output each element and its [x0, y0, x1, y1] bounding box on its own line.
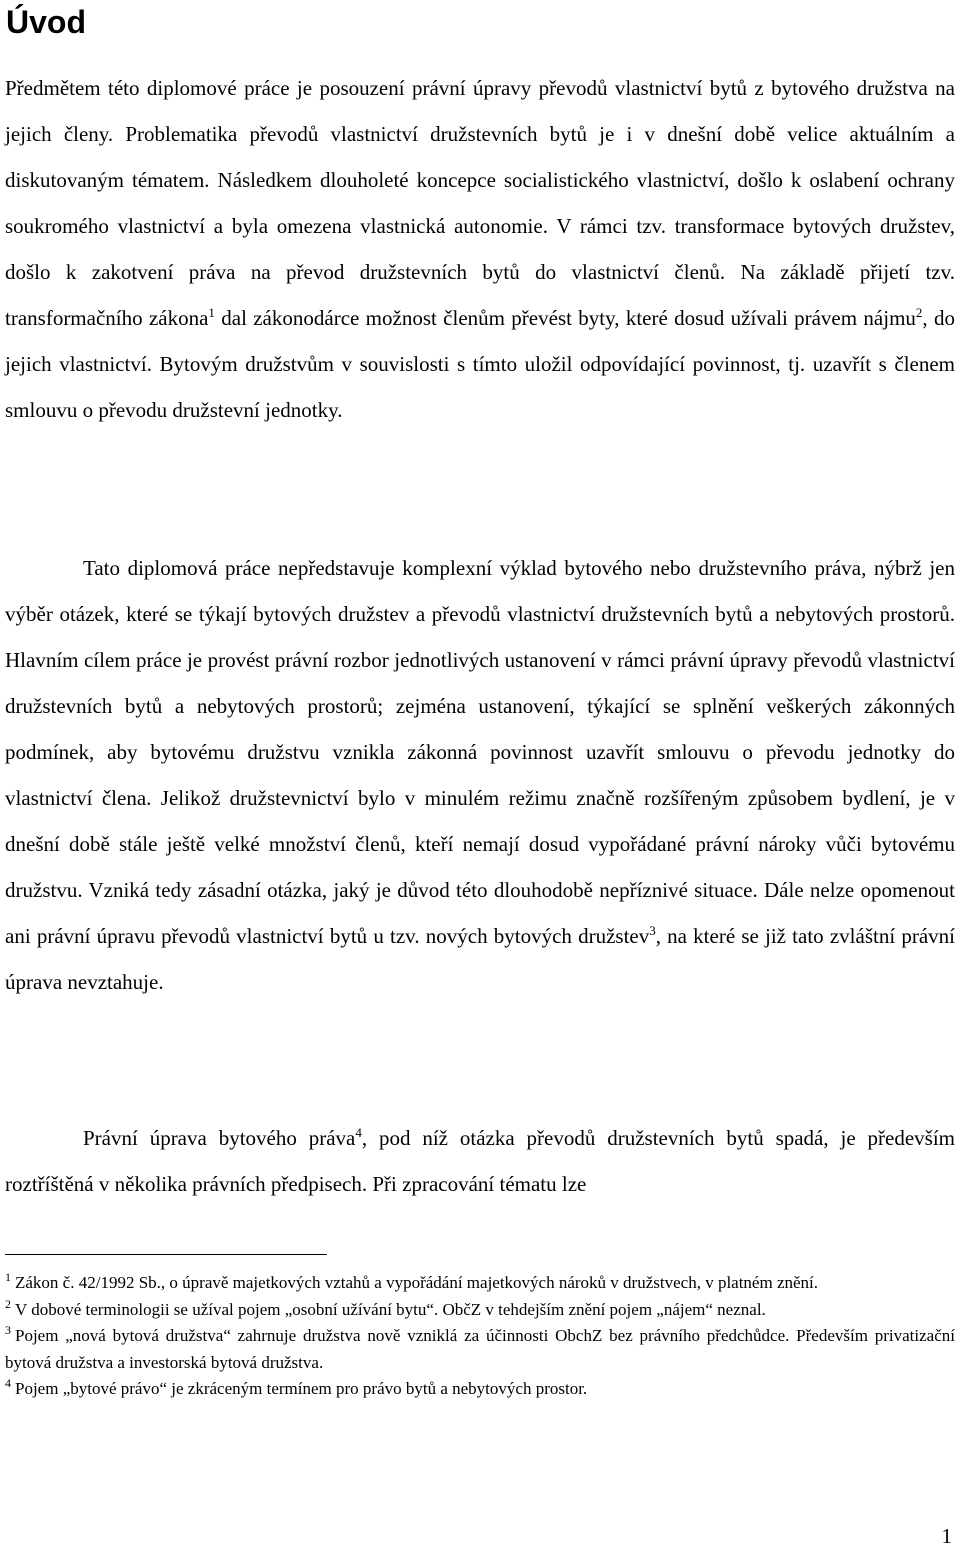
footnote-separator — [5, 1254, 327, 1255]
footnote-text: Zákon č. 42/1992 Sb., o úpravě majetkových vztahů a vypořádání majetkových nároků v družstvech, v platném znění. — [15, 1273, 819, 1292]
footnote-number: 2 — [5, 1296, 11, 1311]
paragraph-aim — [5, 545, 955, 1005]
footnote-number: 1 — [5, 1270, 11, 1285]
footnote-ref-4[interactable]: 4 — [355, 1125, 362, 1140]
footnote-2 — [5, 1297, 955, 1324]
footnote-text: Pojem „nová bytová družstva“ zahrnuje družstva nově vzniklá za účinnosti ObchZ bez právního předchůdce. Především privatizační bytová družstva a investorská bytová družstva. — [5, 1326, 955, 1372]
footnote-4 — [5, 1376, 955, 1403]
paragraph-text: , na které se již tato zvláštní právní úprava nevztahuje. — [5, 924, 955, 994]
footnote-1 — [5, 1270, 955, 1297]
footnotes — [5, 1270, 955, 1403]
paragraph-intro — [5, 65, 955, 433]
page-number: 1 — [941, 1524, 952, 1548]
paragraph-text: Právní úprava bytového práva — [83, 1126, 356, 1150]
footnote-text: Pojem „bytové právo“ je zkráceným termínem pro právo bytů a nebytových prostor. — [15, 1379, 588, 1398]
footnote-ref-1[interactable]: 1 — [208, 305, 215, 320]
page-title: Úvod — [6, 4, 86, 40]
footnote-number: 4 — [5, 1376, 11, 1391]
footnote-text: V dobové terminologii se užíval pojem „osobní užívání bytu“. ObčZ v tehdejším znění pojem „nájem“ neznal. — [15, 1299, 766, 1319]
paragraph-text: , pod níž otázka převodů družstevních bytů spadá, je především roztříštěná v několika právních předpisech. Při zpracování tématu lze — [5, 1126, 955, 1196]
paragraph-text: dal zákonodárce možnost členům převést byty, které dosud užívali právem nájmu — [214, 306, 916, 330]
paragraph-legal-basis — [5, 1115, 955, 1207]
footnote-ref-2[interactable]: 2 — [915, 305, 923, 320]
footnote-ref-3[interactable]: 3 — [649, 923, 656, 938]
footnote-number: 3 — [5, 1323, 11, 1338]
footnote-3 — [5, 1323, 955, 1376]
paragraph-text: Tato diplomová práce nepředstavuje komplexní výklad bytového nebo družstevního práva, nýbrž jen výběr otázek, které se týkají bytových družstev a převodů vlastnictví družstevních bytů a nebytových prostorů. Hlavním cílem práce je provést právní rozbor jednotlivých ustanovení v rámci právní úpravy převodů vlastnictví družstevních bytů a nebytových prostorů; zejména ustanovení, týkající se splnění veškerých zákonných podmínek, aby bytovému družstvu vznikla zákonná povinnost uzavřít smlouvu o převodu jednotky do vlastnictví člena. Jelikož družstevnictví bylo v minulém režimu značně rozšířeným způsobem bydlení, je v dnešní době stále ještě velké množství členů, kteří nemají dosud vypořádané právní nároky vůči bytovému družstvu. Vzniká tedy zásadní otázka, jaký je důvod této dlouhodobě nepříznivé situace. Dále nelze opomenout ani právní úpravu převodů vlastnictví bytů u tzv. nových bytových družstev — [5, 556, 955, 948]
paragraph-text: Předmětem této diplomové práce je posouzení právní úpravy převodů vlastnictví bytů z bytového družstva na jejich členy. Problematika převodů vlastnictví družstevních bytů je i v dnešní době velice aktuálním a diskutovaným tématem. Následkem dlouholeté koncepce socialistického vlastnictví, došlo k oslabení ochrany soukromého vlastnictví a byla omezena vlastnická autonomie. V rámci tzv. transformace bytových družstev, došlo k zakotvení práva na převod družstevních bytů do vlastnictví členů. Na základě přijetí tzv. transformačního zákona — [5, 76, 955, 330]
paragraph-text: , do jejich vlastnictví. Bytovým družstvům v souvislosti s tímto uložil odpovídající povinnost, tj. uzavřít s členem smlouvu o převodu družstevní jednotky. — [5, 306, 955, 422]
